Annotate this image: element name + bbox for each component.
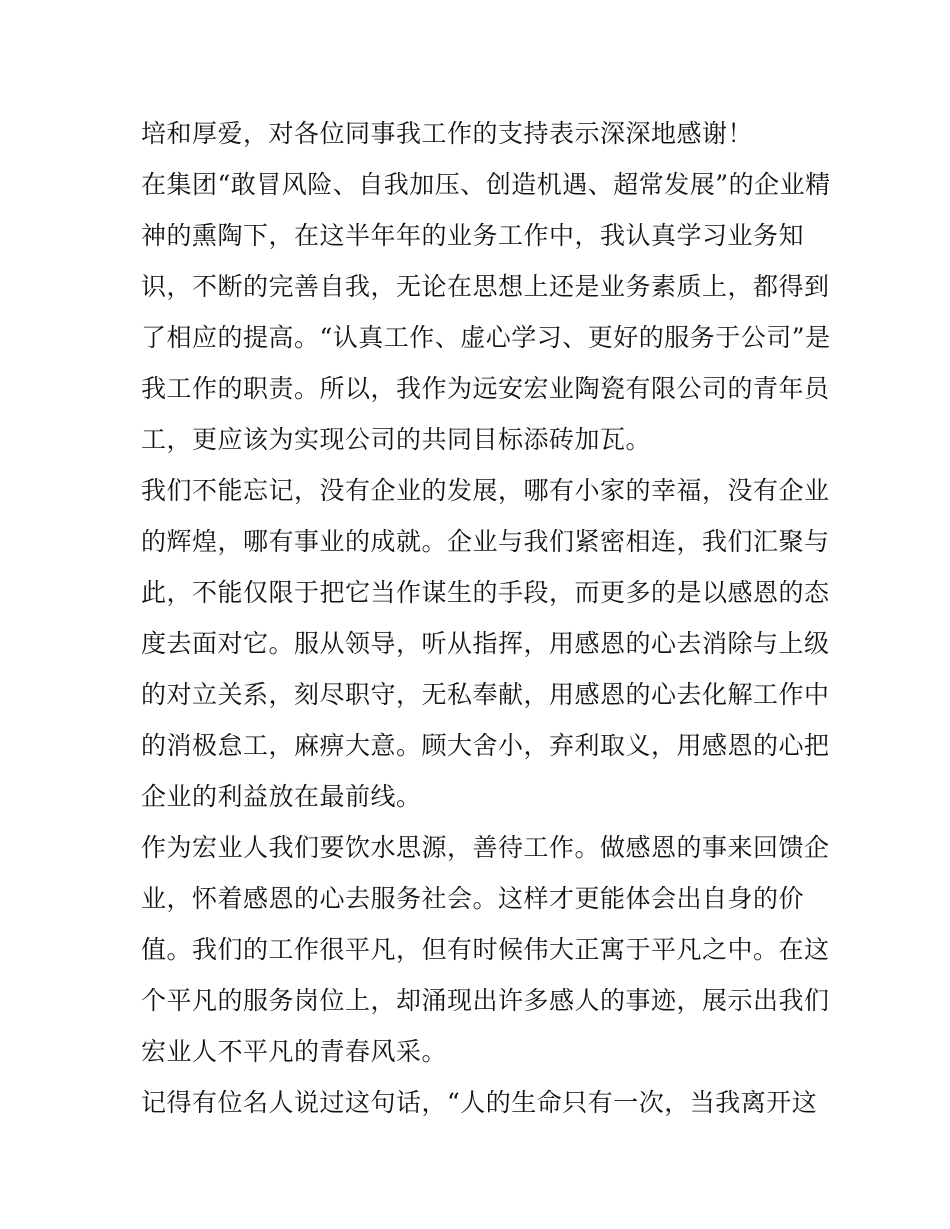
text-line: 度去面对它。服从领导，听从指挥，用感恩的心去消除与上级 bbox=[141, 629, 830, 658]
text-line: 的辉煌，哪有事业的成就。企业与我们紧密相连，我们汇聚与 bbox=[141, 527, 830, 556]
text-line: 作为宏业人我们要饮水思源，善待工作。做感恩的事来回馈企 bbox=[141, 833, 830, 862]
text-line: 宏业人不平凡的青春风采。 bbox=[141, 1037, 448, 1066]
paragraph-1 bbox=[141, 108, 821, 159]
text-line: 业，怀着感恩的心去服务社会。这样才更能体会出自身的价 bbox=[141, 884, 805, 913]
text-line: 我工作的职责。所以，我作为远安宏业陶瓷有限公司的青年员 bbox=[141, 374, 830, 403]
body-text bbox=[141, 108, 831, 1128]
text-line: 神的熏陶下，在这半年年的业务工作中，我认真学习业务知 bbox=[141, 221, 805, 250]
text-line: 个平凡的服务岗位上，却涌现出许多感人的事迹，展示出我们 bbox=[141, 986, 830, 1015]
text-line: 我们不能忘记，没有企业的发展，哪有小家的幸福，没有企业 bbox=[141, 476, 830, 505]
text-line: 识，不断的完善自我，无论在思想上还是业务素质上，都得到 bbox=[141, 272, 830, 301]
text-line: 了相应的提高。“认真工作、虚心学习、更好的服务于公司”是 bbox=[141, 323, 831, 352]
text-line: 值。我们的工作很平凡，但有时候伟大正寓于平凡之中。在这 bbox=[141, 935, 830, 964]
paragraph-3 bbox=[141, 465, 830, 822]
paragraph-4 bbox=[141, 822, 830, 1077]
text-line: 记得有位名人说过这句话，“人的生命只有一次，当我离开这 bbox=[141, 1088, 818, 1117]
text-line: 培和厚爱，对各位同事我工作的支持表示深深地感谢！ bbox=[141, 119, 754, 148]
text-line: 企业的利益放在最前线。 bbox=[141, 782, 422, 811]
text-line: 的对立关系，刻尽职守，无私奉献，用感恩的心去化解工作中 bbox=[141, 680, 830, 709]
text-line: 工，更应该为实现公司的共同目标添砖加瓦。 bbox=[141, 425, 652, 454]
paragraph-5 bbox=[141, 1077, 821, 1128]
text-line: 的消极怠工，麻痹大意。顾大舍小，弃利取义，用感恩的心把 bbox=[141, 731, 830, 760]
paragraph-2 bbox=[141, 159, 831, 465]
text-line: 在集团“敢冒风险、自我加压、创造机遇、超常发展”的企业精 bbox=[141, 170, 831, 199]
text-line: 此，不能仅限于把它当作谋生的手段，而更多的是以感恩的态 bbox=[141, 578, 830, 607]
